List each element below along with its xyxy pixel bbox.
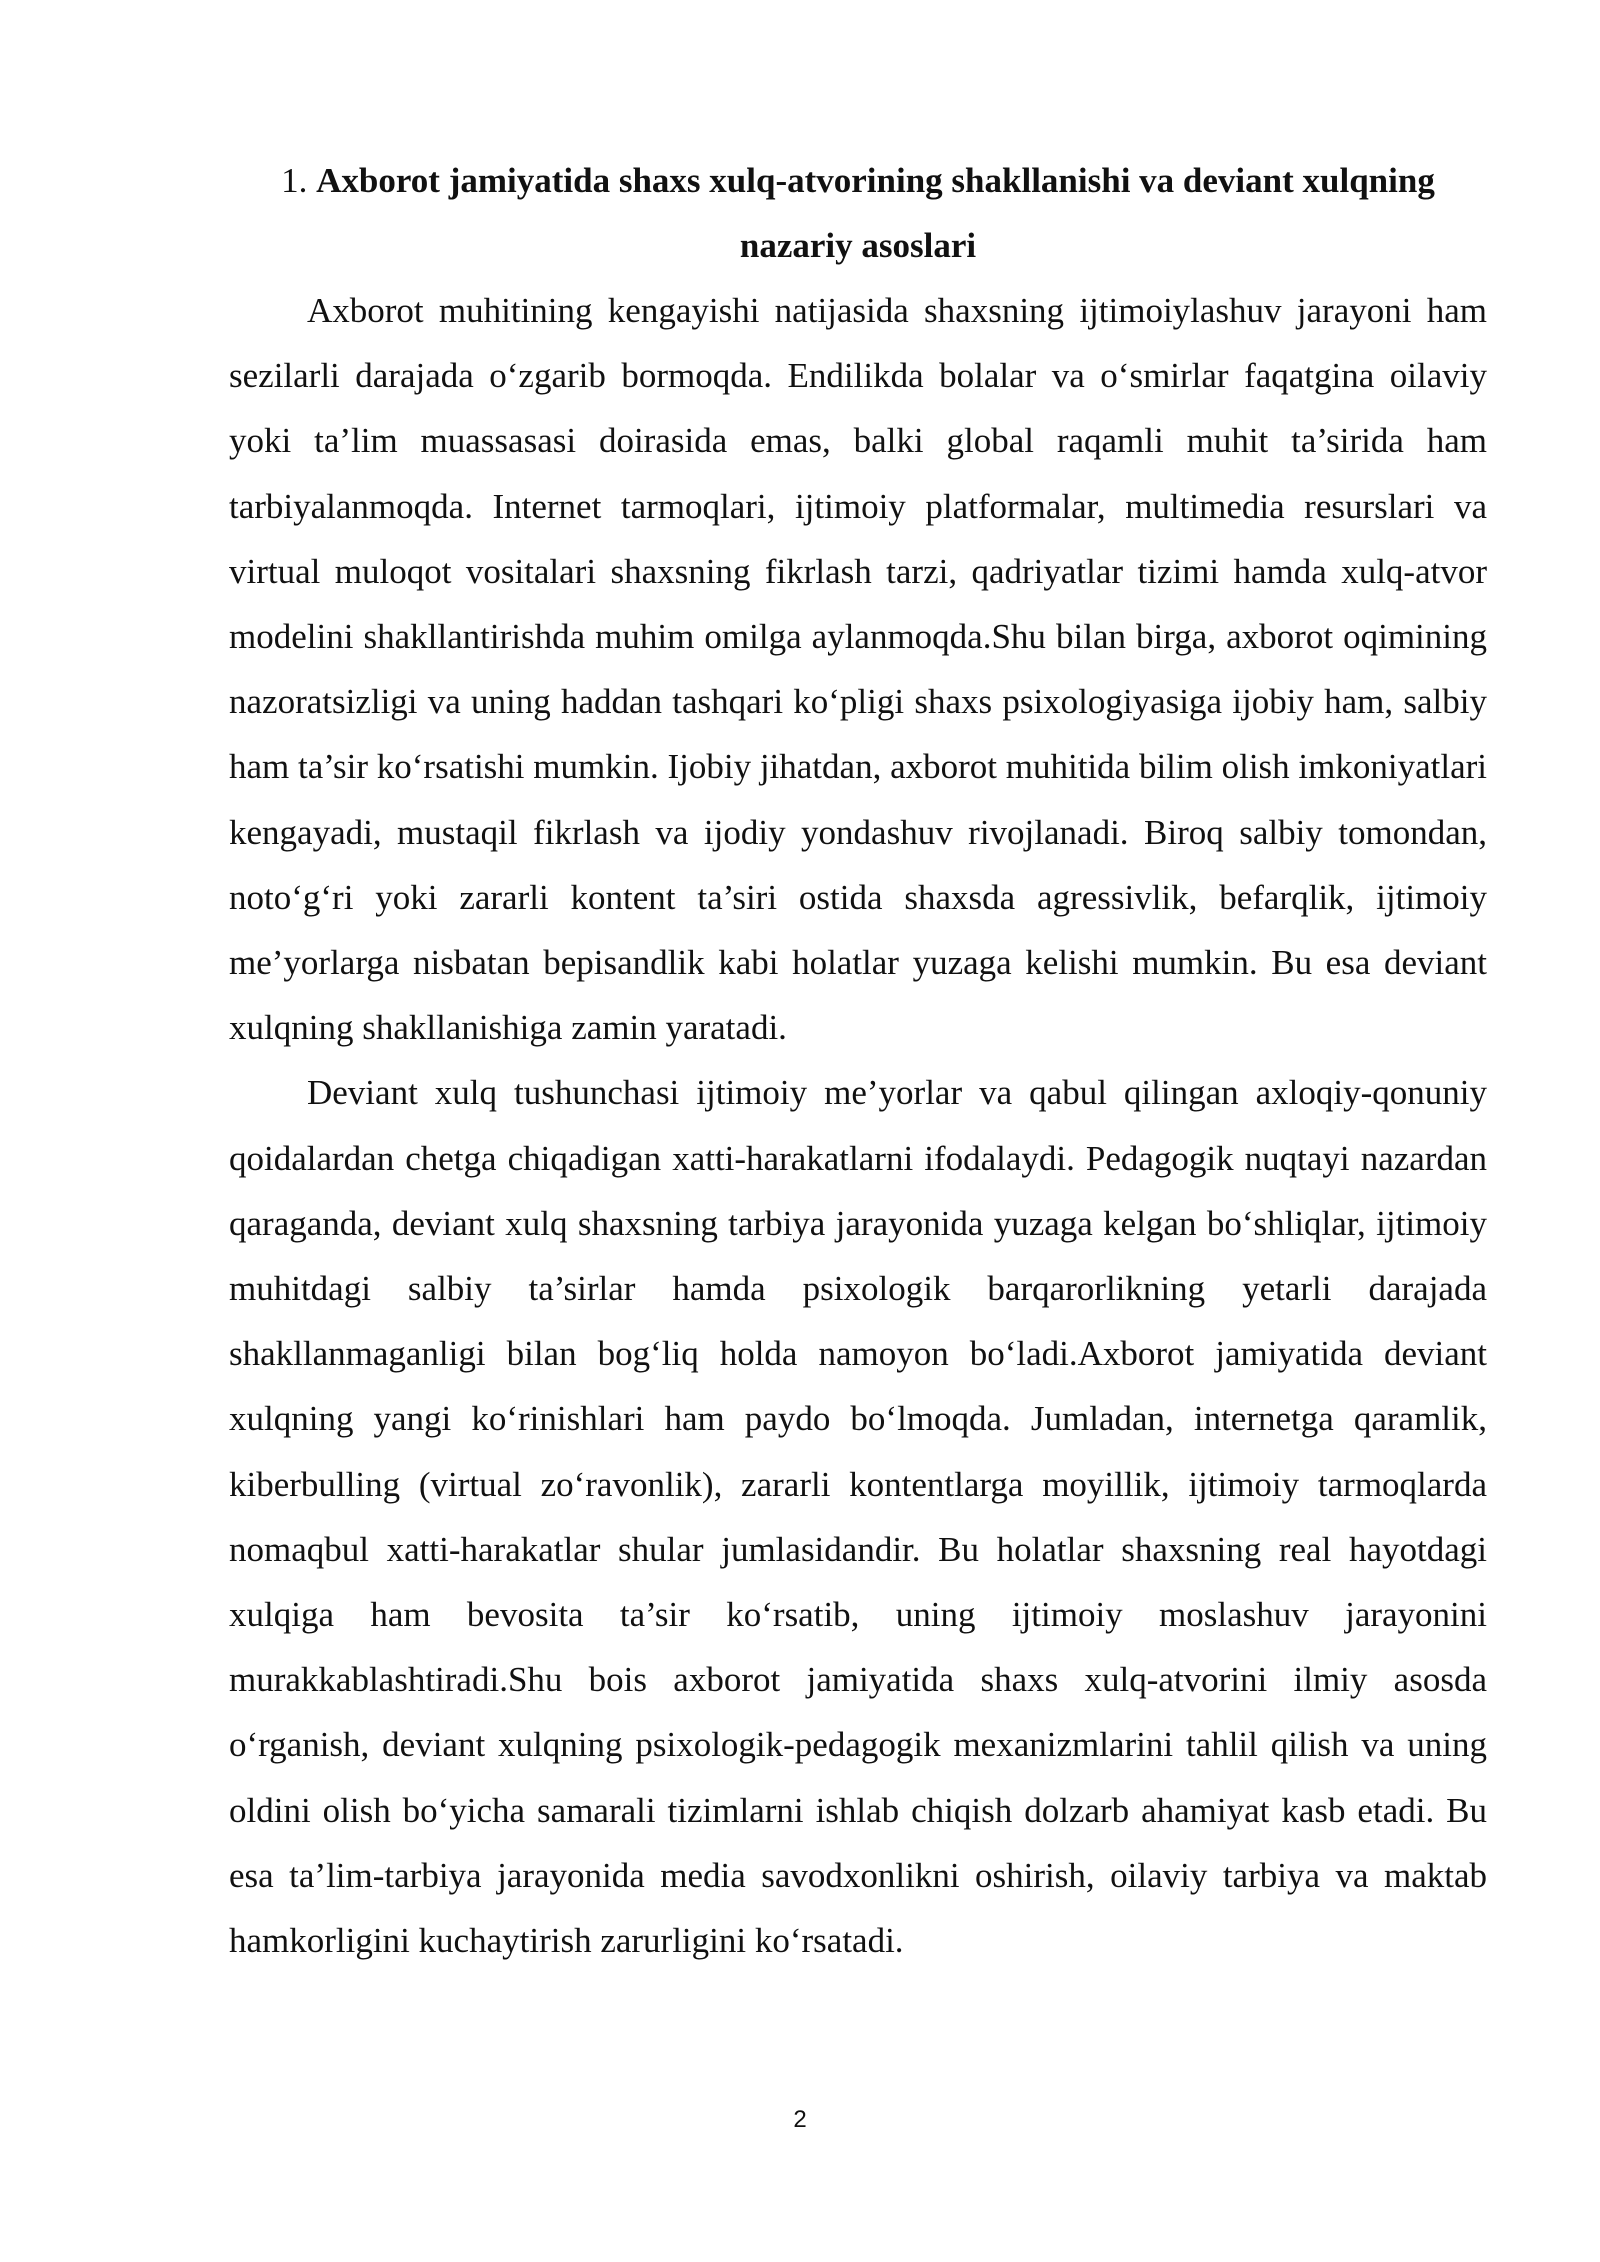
page-number: 2 [793, 2106, 807, 2133]
section-number: 1. [281, 161, 308, 200]
section-title: Axborot jamiyatida shaxs xulq-atvorining shakllanishi va deviant xulqning nazariy asoslari [316, 161, 1435, 265]
paragraph-2: Deviant xulq tushunchasi ijtimoiy me’yorlar va qabul qilingan axloqiy-qonuniy qoidalardan chetga chiqadigan xatti-harakatlarni ifodalaydi. Pedagogik nuqtayi nazardan qaraganda, deviant xulq shaxsning tarbiya jarayonida yuzaga kelgan bo‘shliqlar, ijtimoiy muhitdagi salbiy ta’sirlar hamda psixologik barqarorlikning yetarli darajada shakllanmaganligi bilan bog‘liq holda namoyon bo‘ladi.Axborot jamiyatida deviant xulqning yangi ko‘rinishlari ham paydo bo‘lmoqda. Jumladan, internetga qaramlik, kiberbulling (virtual zo‘ravonlik), zararli kontentlarga moyillik, ijtimoiy tarmoqlarda nomaqbul xatti-harakatlar shular jumlasidandir. Bu holatlar shaxsning real hayotdagi xulqiga ham bevosita ta’sir ko‘rsatib, uning ijtimoiy moslashuv jarayonini murakkablashtiradi.Shu bois axborot jamiyatida shaxs xulq-atvorini ilmiy asosda o‘rganish, deviant xulqning psixologik-pedagogik mexanizmlarini tahlil qilish va uning oldini olish bo‘yicha samarali tizimlarni ishlab chiqish dolzarb ahamiyat kasb etadi. Bu esa ta’lim-tarbiya jarayonida media savodxonlikni oshirish, oilaviy tarbiya va maktab hamkorligini kuchaytirish zarurligini ko‘rsatadi. [229, 1073, 1487, 1961]
paragraph-1: Axborot muhitining kengayishi natijasida shaxsning ijtimoiylashuv jarayoni ham sezilarli darajada o‘zgarib bormoqda. Endilikda bolalar va o‘smirlar faqatgina oilaviy yoki ta’lim muassasasi doirasida emas, balki global raqamli muhit ta’sirida ham tarbiyalanmoqda. Internet tarmoqlari, ijtimoiy platformalar, multimedia resurslari va virtual muloqot vositalari shaxsning fikrlash tarzi, qadriyatlar tizimi hamda xulq-atvor modelini shakllantirishda muhim omilga aylanmoqda.Shu bilan birga, axborot oqimining nazoratsizligi va uning haddan tashqari ko‘pligi shaxs psixologiyasiga ijobiy ham, salbiy ham ta’sir ko‘rsatishi mumkin. Ijobiy jihatdan, axborot muhitida bilim olish imkoniyatlari kengayadi, mustaqil fikrlash va ijodiy yondashuv rivojlanadi. Biroq salbiy tomondan, noto‘g‘ri yoki zararli kontent ta’siri ostida shaxsda agressivlik, befarqlik, ijtimoiy me’yorlarga nisbatan bepisandlik kabi holatlar yuzaga kelishi mumkin. Bu esa deviant xulqning shakllanishiga zamin yaratadi. [229, 291, 1487, 1048]
document-body [229, 148, 1487, 1973]
section-heading [229, 148, 1487, 278]
